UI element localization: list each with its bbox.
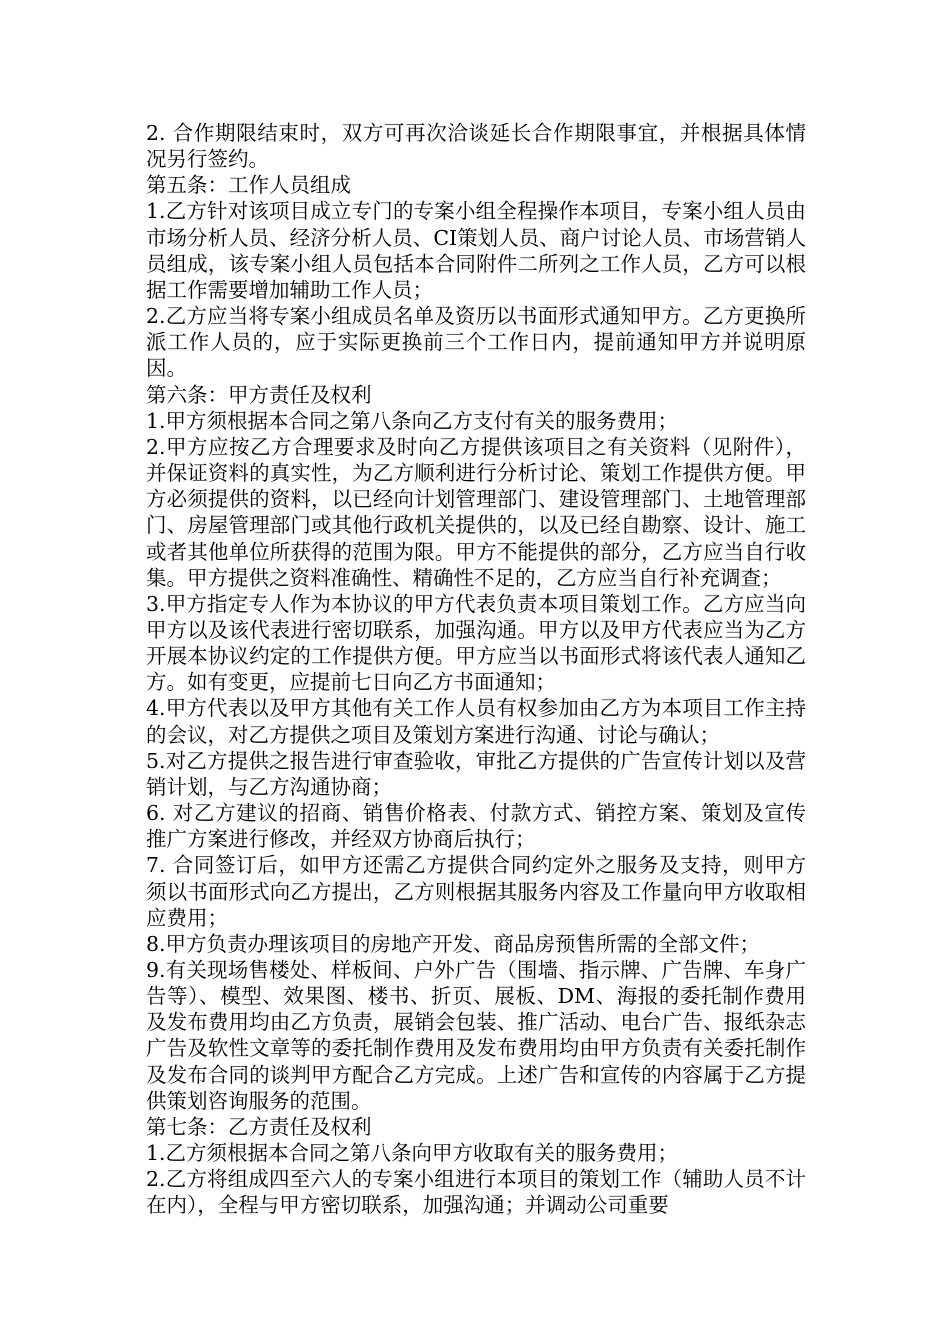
paragraph-7-2: 2.乙方将组成四至六人的专案小组进行本项目的策划工作（辅助人员不计在内），全程与甲方密切联系，加强沟通；并调动公司重要 bbox=[146, 1167, 806, 1218]
paragraph-5-2: 2.乙方应当将专案小组成员名单及资历以书面形式通知甲方。乙方更换所派工作人员的，应于实际更换前三个工作日内，提前通知甲方并说明原因。 bbox=[146, 304, 806, 381]
paragraph-6-7: 7. 合同签订后，如甲方还需乙方提供合同约定外之服务及支持，则甲方须以书面形式向乙方提出，乙方则根据其服务内容及工作量向甲方收取相应费用； bbox=[146, 853, 806, 930]
document-page bbox=[146, 120, 806, 1219]
heading-article-5: 第五条：工作人员组成 bbox=[146, 173, 351, 198]
paragraph-6-9: 9.有关现场售楼处、样板间、户外广告（围墙、指示牌、广告牌、车身广告等）、模型、效果图、楼书、折页、展板、DM、海报的委托制作费用及发布费用均由乙方负责，展销会包装、推广活动、电台广告、报纸杂志广告及软性文章等的委托制作费用及发布费用均由甲方负责有关委托制作及发布合同的谈判甲方配合乙方完成。上述广告和宣传的内容属于乙方提供策划咨询服务的范围。 bbox=[146, 958, 806, 1113]
paragraph-6-8: 8.甲方负责办理该项目的房地产开发、商品房预售所需的全部文件； bbox=[146, 931, 761, 956]
paragraph-6-3: 3.甲方指定专人作为本协议的甲方代表负责本项目策划工作。乙方应当向甲方以及该代表进行密切联系，加强沟通。甲方以及甲方代表应当为乙方开展本协议约定的工作提供方便。甲方应当以书面形式将该代表人通知乙方。如有变更，应提前七日向乙方书面通知； bbox=[146, 591, 806, 695]
paragraph-6-6: 6. 对乙方建议的招商、销售价格表、付款方式、销控方案、策划及宣传推广方案进行修改，并经双方协商后执行； bbox=[146, 801, 806, 852]
paragraph-6-2: 2.甲方应按乙方合理要求及时向乙方提供该项目之有关资料（见附件），并保证资料的真实性，为乙方顺利进行分析讨论、策划工作提供方便。甲方必须提供的资料，以已经向计划管理部门、建设管理部门、土地管理部门、房屋管理部门或其他行政机关提供的，以及已经自勘察、设计、施工或者其他单位所获得的范围为限。甲方不能提供的部分，乙方应当自行收集。甲方提供之资料准确性、精确性不足的，乙方应当自行补充调查； bbox=[146, 434, 806, 590]
heading-article-7: 第七条：乙方责任及权利 bbox=[146, 1114, 372, 1139]
paragraph-cooperation-term-end: 2. 合作期限结束时，双方可再次洽谈延长合作期限事宜，并根据具体情况另行签约。 bbox=[146, 121, 806, 172]
paragraph-6-5: 5.对乙方提供之报告进行审查验收，审批乙方提供的广告宣传计划以及营销计划，与乙方沟通协商； bbox=[146, 748, 806, 799]
paragraph-7-1: 1.乙方须根据本合同之第八条向甲方收取有关的服务费用； bbox=[146, 1141, 679, 1166]
paragraph-6-1: 1.甲方须根据本合同之第八条向乙方支付有关的服务费用； bbox=[146, 408, 679, 433]
paragraph-5-1: 1.乙方针对该项目成立专门的专案小组全程操作本项目，专案小组人员由市场分析人员、经济分析人员、CI策划人员、商户讨论人员、市场营销人员组成，该专案小组人员包括本合同附件二所列之工作人员，乙方可以根据工作需要增加辅助工作人员； bbox=[146, 199, 806, 302]
paragraph-6-4: 4.甲方代表以及甲方其他有关工作人员有权参加由乙方为本项目工作主持的会议，对乙方提供之项目及策划方案进行沟通、讨论与确认； bbox=[146, 696, 806, 747]
heading-article-6: 第六条：甲方责任及权利 bbox=[146, 382, 372, 407]
